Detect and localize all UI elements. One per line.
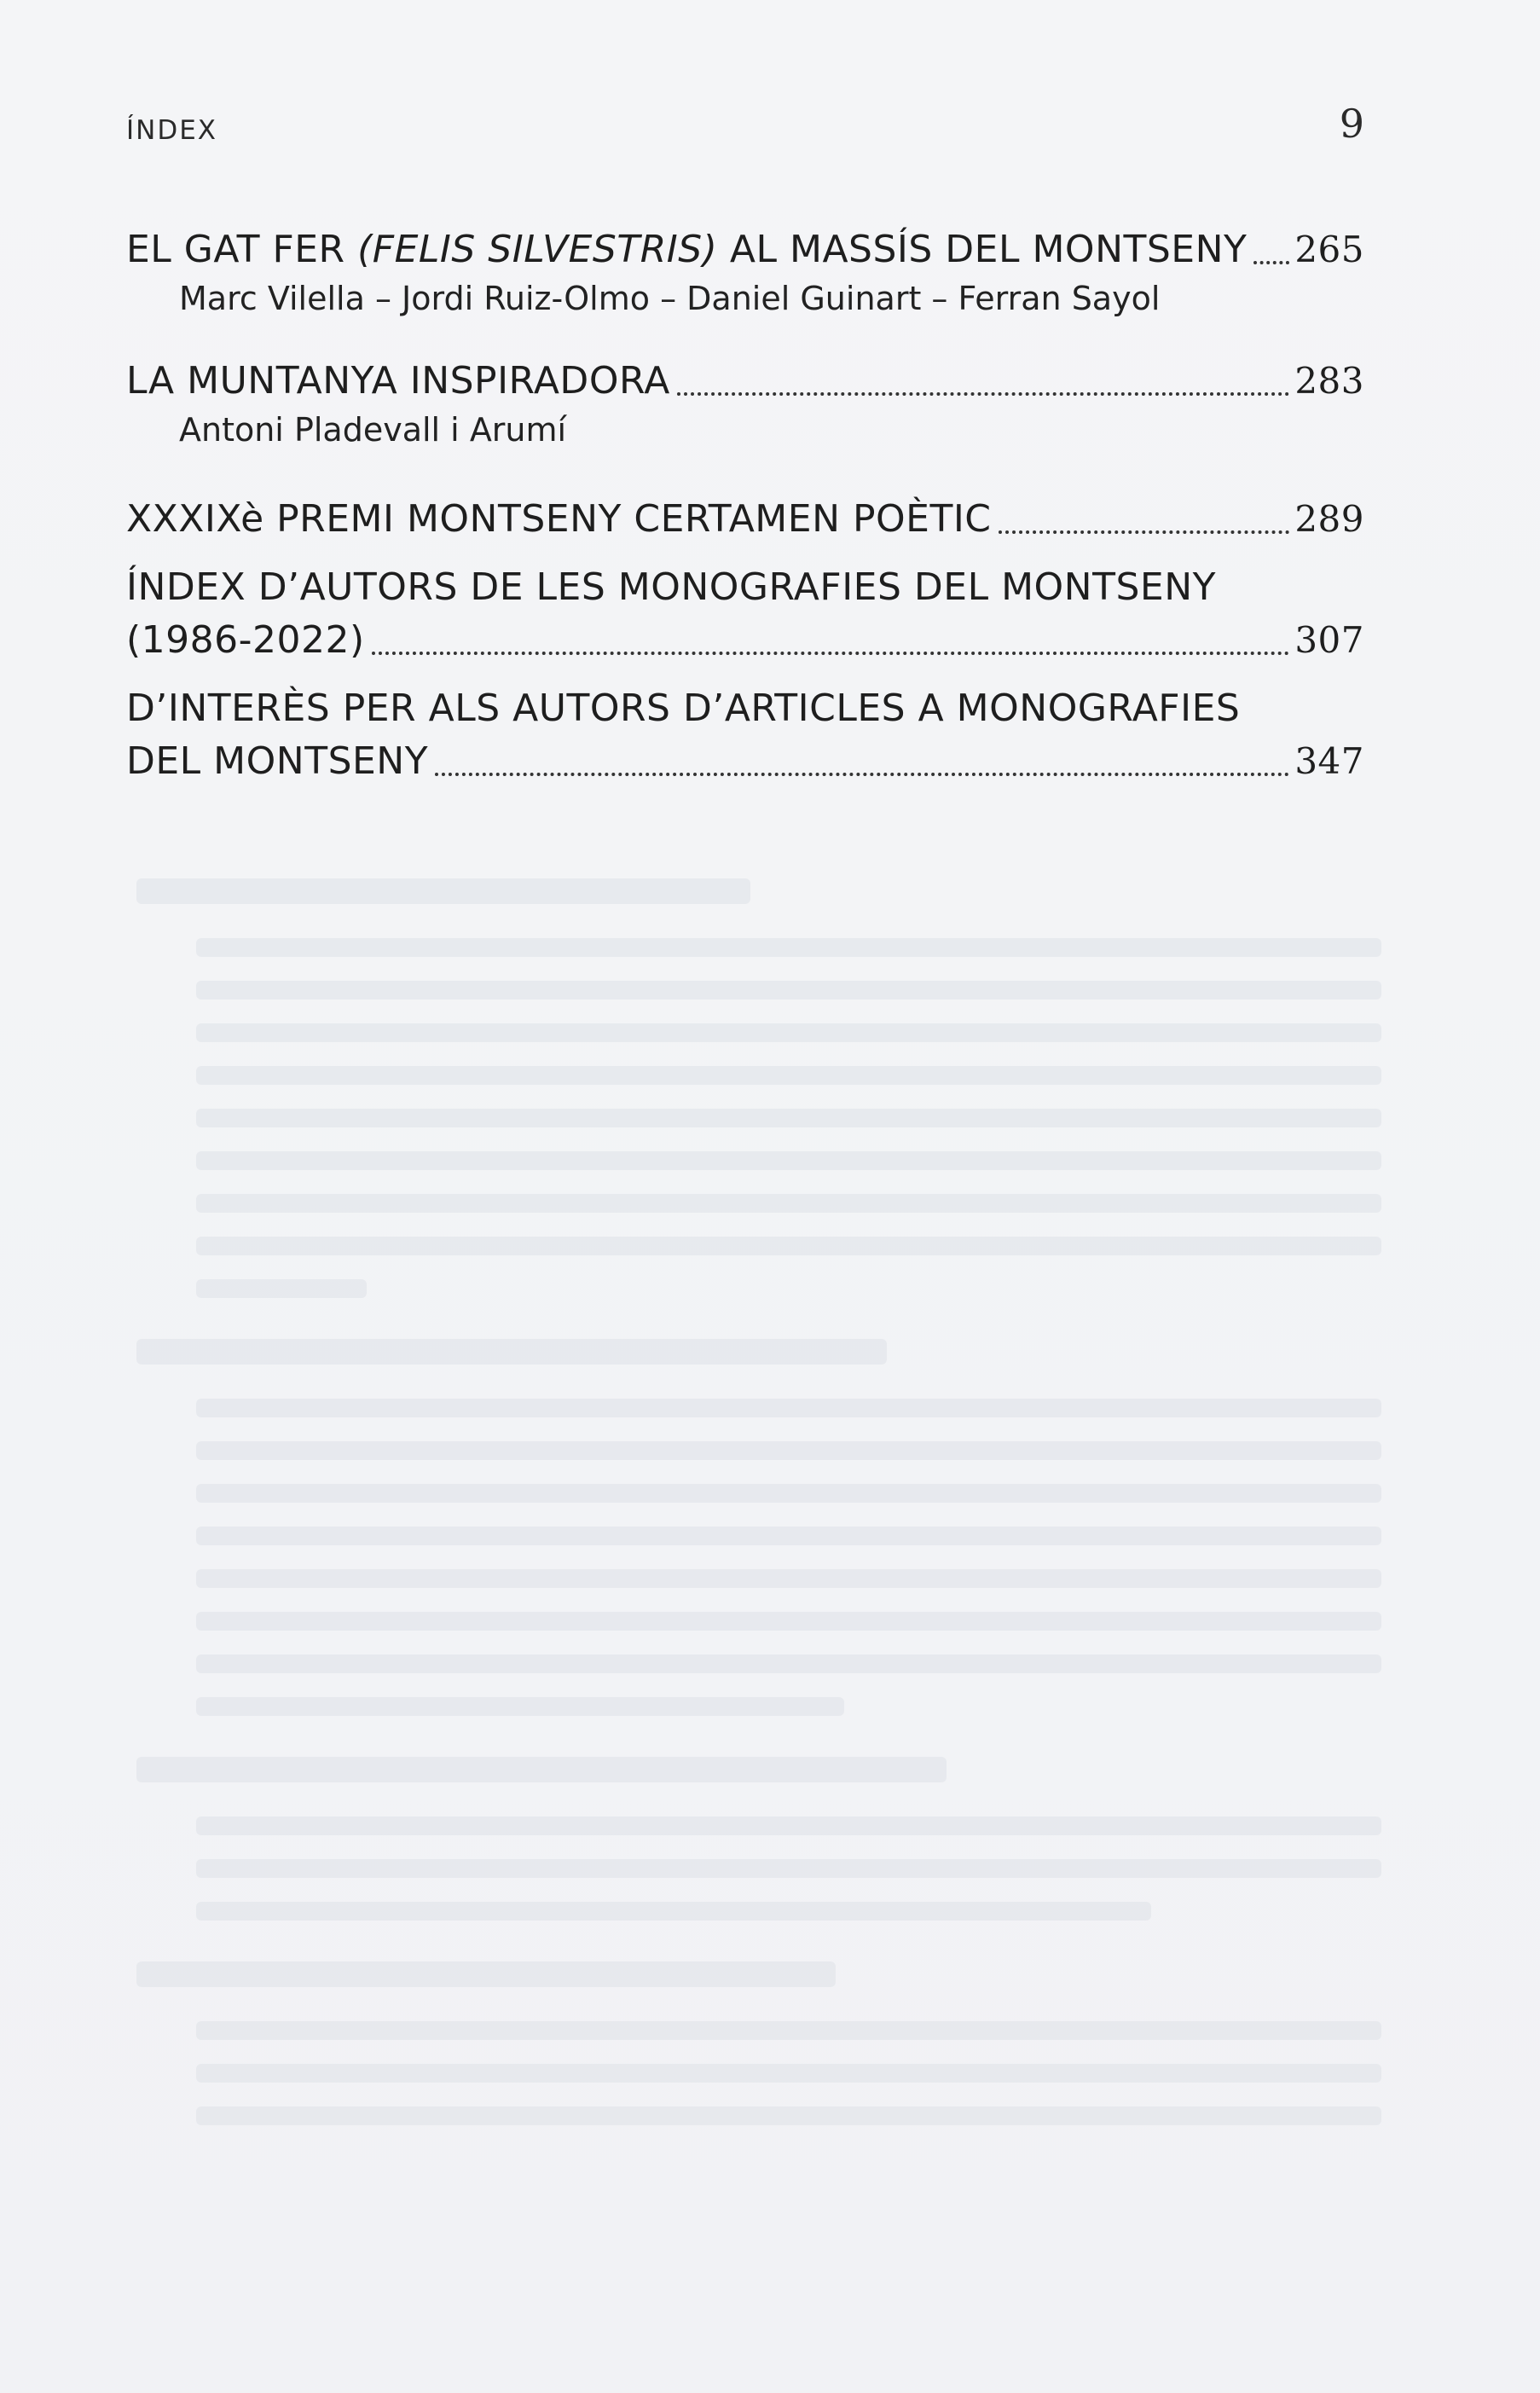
dot-leader — [435, 773, 1289, 776]
toc-entry-title: XXXIXè PREMI MONTSENY CERTAMEN POÈTIC — [126, 497, 992, 541]
toc-entry-title-row — [126, 614, 1364, 667]
toc-entry-page: 283 — [1294, 360, 1364, 402]
toc-entry — [126, 682, 1364, 788]
toc-entry-authors: Marc Vilella – Jordi Ruiz-Olmo – Daniel Guinart – Ferran Sayol — [179, 280, 1161, 317]
toc-entry — [126, 561, 1364, 667]
toc-entry-page: 347 — [1294, 740, 1364, 782]
show-through-texture — [128, 861, 1390, 2229]
toc-entry-title: EL GAT FER (FELIS SILVESTRIS) AL MASSÍS DEL MONTSENY — [126, 228, 1248, 271]
toc-entry-title: D’INTERÈS PER ALS AUTORS D’ARTICLES A MONOGRAFIES — [126, 687, 1241, 730]
toc-entry-title-row — [126, 493, 1364, 546]
toc-entry-title-row — [126, 223, 1364, 276]
toc-entry-title: ÍNDEX D’AUTORS DE LES MONOGRAFIES DEL MONTSENY — [126, 565, 1216, 609]
dot-leader — [999, 530, 1290, 534]
dot-leader — [1253, 261, 1289, 264]
toc-entry — [126, 355, 1364, 452]
page-number: 9 — [1339, 101, 1364, 147]
toc-entry-title-row — [126, 735, 1364, 788]
toc-entry-title-continued: DEL MONTSENY — [126, 739, 429, 783]
toc-entry-title: LA MUNTANYA INSPIRADORA — [126, 359, 670, 403]
toc-entry — [126, 223, 1364, 321]
toc-entry-authors: Antoni Pladevall i Arumí — [179, 411, 567, 449]
running-head: ÍNDEX — [126, 115, 218, 146]
toc-entry-page: 265 — [1294, 229, 1364, 270]
toc-entry-title-row — [126, 355, 1364, 408]
dot-leader — [677, 392, 1289, 396]
toc-entry-title-continued: (1986-2022) — [126, 618, 365, 662]
table-of-contents — [126, 223, 1364, 788]
toc-entry-page: 307 — [1294, 619, 1364, 661]
toc-entry-page: 289 — [1294, 498, 1364, 540]
toc-entry — [126, 493, 1364, 546]
dot-leader — [372, 652, 1290, 655]
show-through-lines — [128, 861, 1390, 2226]
